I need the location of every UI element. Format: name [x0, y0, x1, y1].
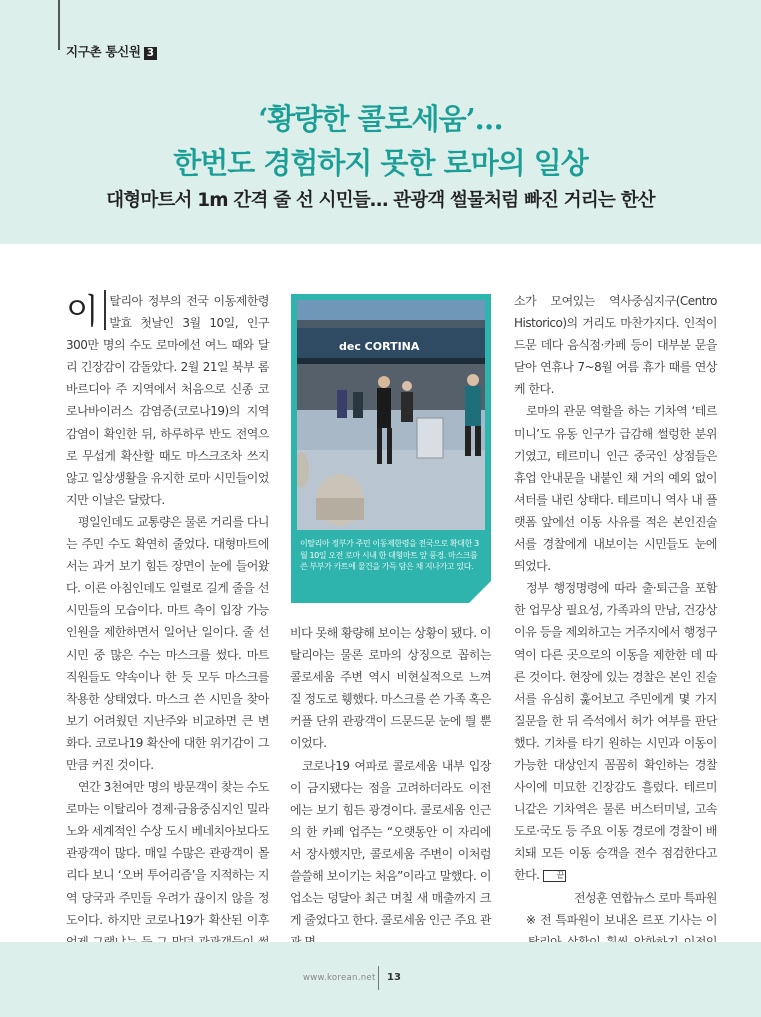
paragraph-7: 로마의 관문 역할을 하는 기차역 ‘테르미니’도 유동 인구가 급감해 썰렁한 분위기였고, 테르미니 인근 중국인 상점들은 휴업 안내문을 내붙인 채 거의 예외 없이 셔터를 내린 상태다. 테르미니 역사 내 플랫폼 앞에선 이동 사유를 적은 본인진술서를 경찰에게 내보이는 시민들도 눈에 띄었다. [514, 404, 717, 574]
paragraph-3: 연간 3천여만 명의 방문객이 찾는 수도 로마는 이탈리아 경제·금융중심지인 밀라노와 세계적인 수상 도시 베네치아보다도 관광객이 많다. 매일 수많은 관광객이 몰리다 보니 ‘오버 투어리즘’을 지적하는 지역 당국과 주민들 우려가 끊이지 않을 정도이다. 하지만 코로나19가 확산된 이후 [66, 780, 269, 927]
footer-url: www.korean.net [303, 973, 376, 983]
paragraph-8 [514, 577, 717, 886]
author-byline: 전성훈 연합뉴스 로마 특파원 [573, 890, 717, 905]
article-column-3 [514, 290, 717, 975]
end-mark: 끝 [543, 870, 566, 882]
photo-caption: 이탈리아 정부가 주민 이동제한령을 전국으로 확대한 3월 10일 오전 로마 시내 한 대형마트 앞 풍경. 마스크를 쓴 부부가 카트에 물건을 가득 담은 채 지나가고 있다. [300, 539, 479, 571]
article-column-1 [66, 290, 269, 975]
caption-corner-fold [469, 581, 491, 603]
photo-caption-box [291, 294, 491, 603]
headline-line-2: 한번도 경험하지 못한 로마의 일상 [173, 146, 588, 180]
paragraph-1-text: 탈리아 정부의 전국 이동제한령 발효 첫날인 3월 10일, 인구 300만 명의 수도 로마에선 여느 때와 달리 긴장감이 감돌았다. 2월 21일 북부 롬바르디아 주 지역에서 처음으로 신종 코로나바이러스 감염증(코로나19)의 지역 감염이 확인한 뒤, 하루하루 반도 전역으로 무섭게 확산할 때도 마스크조차 쓰지 않고 일상생활을 유지한 로마 시민들이었지만 이날은 달랐다. [66, 294, 269, 507]
headline-line-1: ‘황량한 콜로세움’… [258, 102, 503, 136]
page-number: 13 [387, 972, 401, 983]
store-sign-text: dec CORTINA [339, 340, 420, 353]
section-number-badge: 3 [144, 47, 157, 60]
footer-band [0, 942, 761, 1017]
footer-separator [378, 966, 379, 990]
editor-note-text: 전 특파원이 보내온 르포 기사는 이 [540, 912, 717, 927]
section-label [66, 42, 157, 60]
paragraph-4: 비다 못해 황량해 보이는 상황이 됐다. 이탈리아는 물론 로마의 상징으로 꼽히는 콜로세움 주변 역시 비현실적으로 느껴질 정도로 휑했다. 마스크를 쓴 가족 혹은 커플 단위 관광객이 드문드문 눈에 띌 뿐이었다. [290, 626, 491, 751]
paragraph-8-text: 정부 행정명령에 따라 출·퇴근을 포함한 업무상 필요성, 가족과의 만남, 건강상 이유 등을 제외하고는 거주지에서 행정구역이 다른 곳으로의 이동을 제한한 데 따른 것이다. 현장에 있는 경찰은 본인 진술서를 유심히 훑어보고 주민에게 몇 가지 질문을 한 뒤 즉석에서 허가 여부를 판단했다. 기차를 타기 원하는 시민과 이동이 가능한 대상인지 꼼꼼히 확인하는 경찰 사이에 미묘한 긴장감도 흘렀다. 테르미니같은 기차역은 물론 버스터미널, 고속도로·국도 등 주요 이동 경로에 경찰이 배치돼 모든 이동 승객을 전수 점검한다고 한다. [514, 581, 717, 883]
paragraph-6: 소가 모여있는 역사중심지구(Centro Historico)의 거리도 마찬가지다. 인적이 드문 데다 음식점·카페 등이 대부분 문을 닫아 연휴나 7~8월 여름 휴가 때를 연상케 한다. [514, 294, 717, 397]
supermarket-photo [297, 300, 485, 530]
article-column-2 [290, 622, 491, 953]
note-mark: ※ [526, 912, 536, 927]
paragraph-2: 평일인데도 교통량은 물론 거리를 다니는 주민 수도 확연히 줄었다. 대형마트에서는 과거 보기 힘든 장면이 눈에 들어왔다. 이른 아침인데도 일렬로 길게 줄을 선 시민들의 모습이다. 마트 측이 입장 가능 인원을 제한하면서 일어난 일이다. 줄 선 시민 중 많은 수는 마스크를 썼다. 마트 직원들도 약속이나 한 듯 모두 마스크를 착용한 상태였다. 마스크 쓴 시민을 찾아보기 어려웠던 지난주와 비교하면 큰 변화다. 코로나19 확산에 대한 위기감이 그만큼 커진 것이다. [66, 514, 269, 772]
section-rule [58, 0, 60, 50]
section-title: 지구촌 통신원 [66, 44, 141, 59]
paragraph-5: 코로나19 여파로 콜로세움 내부 입장이 금지됐다는 점을 고려하더라도 이전에는 보기 힘든 광경이다. 콜로세움 인근의 한 카페 업주는 “오랫동안 이 자리에서 장사했지만, 콜로세움 주변이 이처럼 쓸쓸해 보이기는 처음”이라고 말했다. 이 업소는 덩달아 최근 며칠 새 매출까지 크게 줄었다고 한다. 콜로세움 인근 주요 관 [290, 758, 491, 928]
drop-cap: 이 [66, 290, 106, 330]
headline-subtitle: 대형마트서 1m 간격 줄 선 시민들… 관광객 썰물처럼 빠진 거리는 한산 [106, 190, 655, 211]
paragraph-1 [66, 290, 269, 511]
